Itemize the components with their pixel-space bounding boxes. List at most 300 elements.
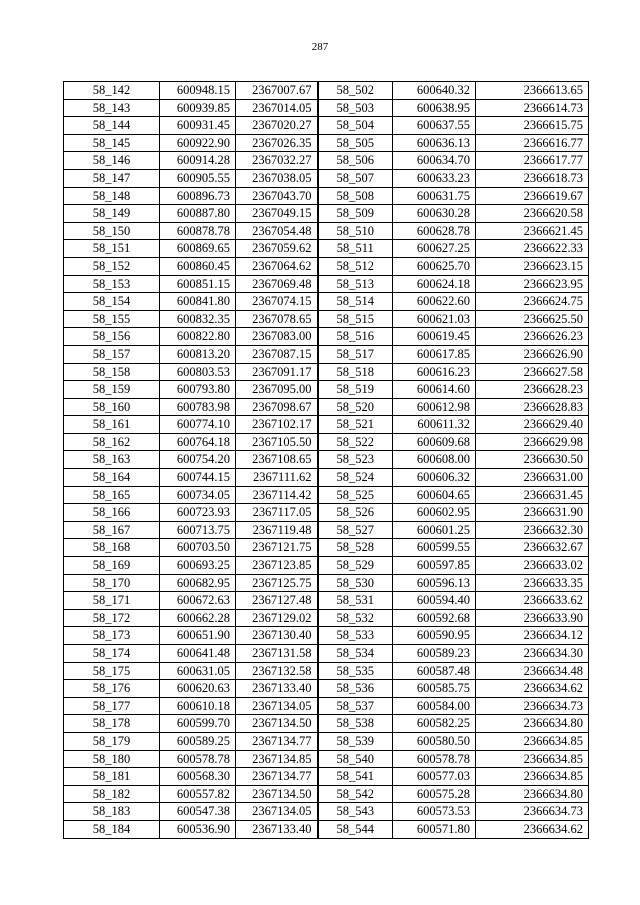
right-y-coordinate-cell: 2366628.23: [476, 381, 589, 399]
right-x-coordinate-cell: 600577.03: [393, 768, 476, 786]
right-point-id-cell: 58_531: [318, 592, 393, 610]
table-row: [64, 433, 589, 451]
right-point-id-cell: 58_536: [318, 680, 393, 698]
right-y-coordinate-cell: 2366631.90: [476, 504, 589, 522]
left-x-coordinate-cell: 600620.63: [160, 680, 236, 698]
left-point-id-cell: 58_148: [64, 187, 160, 205]
left-x-coordinate-cell: 600703.50: [160, 539, 236, 557]
left-x-coordinate-cell: 600860.45: [160, 257, 236, 275]
table-row: [64, 416, 589, 434]
right-point-id-cell: 58_520: [318, 398, 393, 416]
table-row: [64, 310, 589, 328]
right-y-coordinate-cell: 2366632.30: [476, 521, 589, 539]
right-point-id-cell: 58_510: [318, 222, 393, 240]
left-y-coordinate-cell: 2367102.17: [236, 416, 318, 434]
right-x-coordinate-cell: 600606.32: [393, 469, 476, 487]
left-x-coordinate-cell: 600922.90: [160, 134, 236, 152]
right-x-coordinate-cell: 600575.28: [393, 785, 476, 803]
left-point-id-cell: 58_175: [64, 662, 160, 680]
right-x-coordinate-cell: 600627.25: [393, 240, 476, 258]
left-y-coordinate-cell: 2367098.67: [236, 398, 318, 416]
left-point-id-cell: 58_174: [64, 645, 160, 663]
right-y-coordinate-cell: 2366634.85: [476, 732, 589, 750]
right-point-id-cell: 58_503: [318, 99, 393, 117]
right-point-id-cell: 58_540: [318, 750, 393, 768]
table-row: [64, 680, 589, 698]
left-point-id-cell: 58_166: [64, 504, 160, 522]
right-x-coordinate-cell: 600604.65: [393, 486, 476, 504]
right-x-coordinate-cell: 600602.95: [393, 504, 476, 522]
right-x-coordinate-cell: 600609.68: [393, 433, 476, 451]
right-point-id-cell: 58_515: [318, 310, 393, 328]
left-y-coordinate-cell: 2367091.17: [236, 363, 318, 381]
right-x-coordinate-cell: 600631.75: [393, 187, 476, 205]
right-x-coordinate-cell: 600638.95: [393, 99, 476, 117]
left-point-id-cell: 58_142: [64, 82, 160, 100]
right-x-coordinate-cell: 600573.53: [393, 803, 476, 821]
left-y-coordinate-cell: 2367020.27: [236, 117, 318, 135]
left-x-coordinate-cell: 600869.65: [160, 240, 236, 258]
right-x-coordinate-cell: 600608.00: [393, 451, 476, 469]
right-point-id-cell: 58_508: [318, 187, 393, 205]
left-y-coordinate-cell: 2367134.50: [236, 785, 318, 803]
left-point-id-cell: 58_158: [64, 363, 160, 381]
left-y-coordinate-cell: 2367134.77: [236, 768, 318, 786]
right-point-id-cell: 58_516: [318, 328, 393, 346]
left-point-id-cell: 58_160: [64, 398, 160, 416]
left-y-coordinate-cell: 2367111.62: [236, 469, 318, 487]
right-x-coordinate-cell: 600585.75: [393, 680, 476, 698]
right-y-coordinate-cell: 2366633.35: [476, 574, 589, 592]
left-y-coordinate-cell: 2367078.65: [236, 310, 318, 328]
left-y-coordinate-cell: 2367127.48: [236, 592, 318, 610]
table-row: [64, 134, 589, 152]
left-point-id-cell: 58_177: [64, 697, 160, 715]
left-x-coordinate-cell: 600813.20: [160, 345, 236, 363]
table-row: [64, 222, 589, 240]
left-x-coordinate-cell: 600547.38: [160, 803, 236, 821]
right-point-id-cell: 58_513: [318, 275, 393, 293]
left-x-coordinate-cell: 600672.63: [160, 592, 236, 610]
table-row: [64, 486, 589, 504]
right-y-coordinate-cell: 2366634.48: [476, 662, 589, 680]
right-y-coordinate-cell: 2366615.75: [476, 117, 589, 135]
left-x-coordinate-cell: 600878.78: [160, 222, 236, 240]
right-y-coordinate-cell: 2366622.33: [476, 240, 589, 258]
right-x-coordinate-cell: 600596.13: [393, 574, 476, 592]
right-point-id-cell: 58_504: [318, 117, 393, 135]
right-x-coordinate-cell: 600616.23: [393, 363, 476, 381]
table-row: [64, 275, 589, 293]
left-x-coordinate-cell: 600948.15: [160, 82, 236, 100]
table-row: [64, 328, 589, 346]
right-point-id-cell: 58_542: [318, 785, 393, 803]
table-row: [64, 627, 589, 645]
right-point-id-cell: 58_502: [318, 82, 393, 100]
right-x-coordinate-cell: 600622.60: [393, 293, 476, 311]
table-row: [64, 152, 589, 170]
left-y-coordinate-cell: 2367083.00: [236, 328, 318, 346]
right-x-coordinate-cell: 600612.98: [393, 398, 476, 416]
right-point-id-cell: 58_524: [318, 469, 393, 487]
table-row: [64, 609, 589, 627]
right-point-id-cell: 58_514: [318, 293, 393, 311]
left-point-id-cell: 58_178: [64, 715, 160, 733]
right-x-coordinate-cell: 600617.85: [393, 345, 476, 363]
table-row: [64, 82, 589, 100]
table-row: [64, 99, 589, 117]
left-point-id-cell: 58_153: [64, 275, 160, 293]
left-y-coordinate-cell: 2367014.05: [236, 99, 318, 117]
table-row: [64, 574, 589, 592]
table-row: [64, 592, 589, 610]
left-x-coordinate-cell: 600641.48: [160, 645, 236, 663]
right-point-id-cell: 58_506: [318, 152, 393, 170]
table-row: [64, 504, 589, 522]
right-y-coordinate-cell: 2366634.73: [476, 697, 589, 715]
right-y-coordinate-cell: 2366633.62: [476, 592, 589, 610]
left-x-coordinate-cell: 600744.15: [160, 469, 236, 487]
table-row: [64, 398, 589, 416]
right-y-coordinate-cell: 2366620.58: [476, 205, 589, 223]
left-y-coordinate-cell: 2367064.62: [236, 257, 318, 275]
left-point-id-cell: 58_169: [64, 557, 160, 575]
right-x-coordinate-cell: 600636.13: [393, 134, 476, 152]
right-point-id-cell: 58_537: [318, 697, 393, 715]
left-y-coordinate-cell: 2367069.48: [236, 275, 318, 293]
right-y-coordinate-cell: 2366634.12: [476, 627, 589, 645]
left-x-coordinate-cell: 600914.28: [160, 152, 236, 170]
left-point-id-cell: 58_144: [64, 117, 160, 135]
right-y-coordinate-cell: 2366625.50: [476, 310, 589, 328]
left-x-coordinate-cell: 600887.80: [160, 205, 236, 223]
left-x-coordinate-cell: 600841.80: [160, 293, 236, 311]
left-y-coordinate-cell: 2367132.58: [236, 662, 318, 680]
left-y-coordinate-cell: 2367123.85: [236, 557, 318, 575]
right-y-coordinate-cell: 2366614.73: [476, 99, 589, 117]
right-x-coordinate-cell: 600594.40: [393, 592, 476, 610]
left-y-coordinate-cell: 2367114.42: [236, 486, 318, 504]
right-point-id-cell: 58_521: [318, 416, 393, 434]
table-row: [64, 293, 589, 311]
right-x-coordinate-cell: 600637.55: [393, 117, 476, 135]
right-x-coordinate-cell: 600592.68: [393, 609, 476, 627]
left-x-coordinate-cell: 600557.82: [160, 785, 236, 803]
left-x-coordinate-cell: 600783.98: [160, 398, 236, 416]
left-x-coordinate-cell: 600931.45: [160, 117, 236, 135]
right-x-coordinate-cell: 600633.23: [393, 169, 476, 187]
left-x-coordinate-cell: 600793.80: [160, 381, 236, 399]
left-point-id-cell: 58_181: [64, 768, 160, 786]
right-x-coordinate-cell: 600580.50: [393, 732, 476, 750]
left-point-id-cell: 58_183: [64, 803, 160, 821]
right-x-coordinate-cell: 600589.23: [393, 645, 476, 663]
right-y-coordinate-cell: 2366634.62: [476, 820, 589, 838]
left-point-id-cell: 58_157: [64, 345, 160, 363]
left-y-coordinate-cell: 2367038.05: [236, 169, 318, 187]
right-x-coordinate-cell: 600625.70: [393, 257, 476, 275]
table-row: [64, 820, 589, 838]
right-y-coordinate-cell: 2366616.77: [476, 134, 589, 152]
right-x-coordinate-cell: 600590.95: [393, 627, 476, 645]
left-x-coordinate-cell: 600599.70: [160, 715, 236, 733]
table-row: [64, 187, 589, 205]
left-point-id-cell: 58_161: [64, 416, 160, 434]
left-y-coordinate-cell: 2367059.62: [236, 240, 318, 258]
table-row: [64, 381, 589, 399]
left-y-coordinate-cell: 2367095.00: [236, 381, 318, 399]
right-y-coordinate-cell: 2366629.98: [476, 433, 589, 451]
right-x-coordinate-cell: 600578.78: [393, 750, 476, 768]
left-y-coordinate-cell: 2367049.15: [236, 205, 318, 223]
right-point-id-cell: 58_528: [318, 539, 393, 557]
left-x-coordinate-cell: 600662.28: [160, 609, 236, 627]
right-y-coordinate-cell: 2366634.80: [476, 785, 589, 803]
left-y-coordinate-cell: 2367134.85: [236, 750, 318, 768]
right-y-coordinate-cell: 2366626.90: [476, 345, 589, 363]
left-point-id-cell: 58_154: [64, 293, 160, 311]
table-row: [64, 345, 589, 363]
left-y-coordinate-cell: 2367026.35: [236, 134, 318, 152]
left-point-id-cell: 58_147: [64, 169, 160, 187]
left-y-coordinate-cell: 2367125.75: [236, 574, 318, 592]
left-point-id-cell: 58_150: [64, 222, 160, 240]
right-y-coordinate-cell: 2366618.73: [476, 169, 589, 187]
left-point-id-cell: 58_156: [64, 328, 160, 346]
right-x-coordinate-cell: 600582.25: [393, 715, 476, 733]
right-y-coordinate-cell: 2366613.65: [476, 82, 589, 100]
table-row: [64, 205, 589, 223]
left-x-coordinate-cell: 600764.18: [160, 433, 236, 451]
left-y-coordinate-cell: 2367134.50: [236, 715, 318, 733]
left-y-coordinate-cell: 2367108.65: [236, 451, 318, 469]
left-x-coordinate-cell: 600896.73: [160, 187, 236, 205]
right-x-coordinate-cell: 600571.80: [393, 820, 476, 838]
left-point-id-cell: 58_176: [64, 680, 160, 698]
left-point-id-cell: 58_143: [64, 99, 160, 117]
left-x-coordinate-cell: 600536.90: [160, 820, 236, 838]
left-y-coordinate-cell: 2367131.58: [236, 645, 318, 663]
left-point-id-cell: 58_149: [64, 205, 160, 223]
right-point-id-cell: 58_512: [318, 257, 393, 275]
left-y-coordinate-cell: 2367134.05: [236, 803, 318, 821]
right-x-coordinate-cell: 600599.55: [393, 539, 476, 557]
left-point-id-cell: 58_165: [64, 486, 160, 504]
right-point-id-cell: 58_539: [318, 732, 393, 750]
right-point-id-cell: 58_532: [318, 609, 393, 627]
right-x-coordinate-cell: 600611.32: [393, 416, 476, 434]
right-point-id-cell: 58_505: [318, 134, 393, 152]
right-y-coordinate-cell: 2366634.80: [476, 715, 589, 733]
table-row: [64, 363, 589, 381]
left-y-coordinate-cell: 2367032.27: [236, 152, 318, 170]
right-point-id-cell: 58_527: [318, 521, 393, 539]
left-x-coordinate-cell: 600713.75: [160, 521, 236, 539]
right-point-id-cell: 58_511: [318, 240, 393, 258]
right-point-id-cell: 58_544: [318, 820, 393, 838]
left-point-id-cell: 58_184: [64, 820, 160, 838]
right-y-coordinate-cell: 2366630.50: [476, 451, 589, 469]
left-point-id-cell: 58_168: [64, 539, 160, 557]
right-x-coordinate-cell: 600624.18: [393, 275, 476, 293]
right-point-id-cell: 58_543: [318, 803, 393, 821]
left-point-id-cell: 58_163: [64, 451, 160, 469]
right-x-coordinate-cell: 600587.48: [393, 662, 476, 680]
left-x-coordinate-cell: 600822.80: [160, 328, 236, 346]
right-point-id-cell: 58_519: [318, 381, 393, 399]
left-x-coordinate-cell: 600723.93: [160, 504, 236, 522]
left-point-id-cell: 58_152: [64, 257, 160, 275]
left-point-id-cell: 58_155: [64, 310, 160, 328]
left-x-coordinate-cell: 600905.55: [160, 169, 236, 187]
right-point-id-cell: 58_530: [318, 574, 393, 592]
left-x-coordinate-cell: 600693.25: [160, 557, 236, 575]
left-point-id-cell: 58_159: [64, 381, 160, 399]
table-row: [64, 539, 589, 557]
table-row: [64, 715, 589, 733]
left-x-coordinate-cell: 600651.90: [160, 627, 236, 645]
right-x-coordinate-cell: 600634.70: [393, 152, 476, 170]
table-row: [64, 785, 589, 803]
left-x-coordinate-cell: 600578.78: [160, 750, 236, 768]
right-point-id-cell: 58_533: [318, 627, 393, 645]
left-x-coordinate-cell: 600939.85: [160, 99, 236, 117]
right-y-coordinate-cell: 2366623.95: [476, 275, 589, 293]
left-y-coordinate-cell: 2367043.70: [236, 187, 318, 205]
table-row: [64, 117, 589, 135]
left-x-coordinate-cell: 600568.30: [160, 768, 236, 786]
right-point-id-cell: 58_538: [318, 715, 393, 733]
right-x-coordinate-cell: 600601.25: [393, 521, 476, 539]
left-point-id-cell: 58_180: [64, 750, 160, 768]
right-point-id-cell: 58_523: [318, 451, 393, 469]
right-point-id-cell: 58_541: [318, 768, 393, 786]
left-y-coordinate-cell: 2367134.77: [236, 732, 318, 750]
table-row: [64, 240, 589, 258]
left-y-coordinate-cell: 2367129.02: [236, 609, 318, 627]
right-y-coordinate-cell: 2366629.40: [476, 416, 589, 434]
left-point-id-cell: 58_173: [64, 627, 160, 645]
right-x-coordinate-cell: 600597.85: [393, 557, 476, 575]
left-point-id-cell: 58_167: [64, 521, 160, 539]
left-point-id-cell: 58_172: [64, 609, 160, 627]
left-y-coordinate-cell: 2367121.75: [236, 539, 318, 557]
left-point-id-cell: 58_171: [64, 592, 160, 610]
left-x-coordinate-cell: 600832.35: [160, 310, 236, 328]
right-point-id-cell: 58_509: [318, 205, 393, 223]
right-y-coordinate-cell: 2366621.45: [476, 222, 589, 240]
right-y-coordinate-cell: 2366633.90: [476, 609, 589, 627]
left-y-coordinate-cell: 2367133.40: [236, 680, 318, 698]
table-row: [64, 768, 589, 786]
left-point-id-cell: 58_164: [64, 469, 160, 487]
right-point-id-cell: 58_535: [318, 662, 393, 680]
left-point-id-cell: 58_179: [64, 732, 160, 750]
coordinates-table: [63, 81, 589, 839]
table-row: [64, 662, 589, 680]
table-row: [64, 521, 589, 539]
left-x-coordinate-cell: 600803.53: [160, 363, 236, 381]
right-y-coordinate-cell: 2366631.00: [476, 469, 589, 487]
table-row: [64, 750, 589, 768]
left-x-coordinate-cell: 600682.95: [160, 574, 236, 592]
left-y-coordinate-cell: 2367087.15: [236, 345, 318, 363]
right-x-coordinate-cell: 600628.78: [393, 222, 476, 240]
table-row: [64, 803, 589, 821]
left-x-coordinate-cell: 600774.10: [160, 416, 236, 434]
right-x-coordinate-cell: 600614.60: [393, 381, 476, 399]
coordinates-table-body: [64, 82, 589, 839]
left-y-coordinate-cell: 2367074.15: [236, 293, 318, 311]
left-y-coordinate-cell: 2367007.67: [236, 82, 318, 100]
left-x-coordinate-cell: 600610.18: [160, 697, 236, 715]
right-x-coordinate-cell: 600630.28: [393, 205, 476, 223]
right-point-id-cell: 58_525: [318, 486, 393, 504]
right-x-coordinate-cell: 600621.03: [393, 310, 476, 328]
table-row: [64, 697, 589, 715]
right-point-id-cell: 58_522: [318, 433, 393, 451]
right-point-id-cell: 58_518: [318, 363, 393, 381]
left-y-coordinate-cell: 2367119.48: [236, 521, 318, 539]
table-row: [64, 451, 589, 469]
left-point-id-cell: 58_145: [64, 134, 160, 152]
right-y-coordinate-cell: 2366634.85: [476, 768, 589, 786]
left-y-coordinate-cell: 2367105.50: [236, 433, 318, 451]
left-x-coordinate-cell: 600754.20: [160, 451, 236, 469]
left-point-id-cell: 58_151: [64, 240, 160, 258]
left-y-coordinate-cell: 2367134.05: [236, 697, 318, 715]
table-row: [64, 257, 589, 275]
right-point-id-cell: 58_526: [318, 504, 393, 522]
table-row: [64, 469, 589, 487]
right-point-id-cell: 58_534: [318, 645, 393, 663]
left-x-coordinate-cell: 600631.05: [160, 662, 236, 680]
right-y-coordinate-cell: 2366619.67: [476, 187, 589, 205]
left-x-coordinate-cell: 600734.05: [160, 486, 236, 504]
table-row: [64, 732, 589, 750]
left-point-id-cell: 58_170: [64, 574, 160, 592]
left-y-coordinate-cell: 2367133.40: [236, 820, 318, 838]
left-x-coordinate-cell: 600851.15: [160, 275, 236, 293]
left-y-coordinate-cell: 2367117.05: [236, 504, 318, 522]
right-y-coordinate-cell: 2366632.67: [476, 539, 589, 557]
right-y-coordinate-cell: 2366634.30: [476, 645, 589, 663]
right-y-coordinate-cell: 2366623.15: [476, 257, 589, 275]
right-y-coordinate-cell: 2366634.85: [476, 750, 589, 768]
right-point-id-cell: 58_529: [318, 557, 393, 575]
right-y-coordinate-cell: 2366628.83: [476, 398, 589, 416]
right-y-coordinate-cell: 2366631.45: [476, 486, 589, 504]
right-x-coordinate-cell: 600584.00: [393, 697, 476, 715]
left-y-coordinate-cell: 2367130.40: [236, 627, 318, 645]
left-point-id-cell: 58_162: [64, 433, 160, 451]
right-y-coordinate-cell: 2366624.75: [476, 293, 589, 311]
right-y-coordinate-cell: 2366617.77: [476, 152, 589, 170]
right-y-coordinate-cell: 2366634.62: [476, 680, 589, 698]
left-point-id-cell: 58_146: [64, 152, 160, 170]
left-y-coordinate-cell: 2367054.48: [236, 222, 318, 240]
left-x-coordinate-cell: 600589.25: [160, 732, 236, 750]
right-y-coordinate-cell: 2366627.58: [476, 363, 589, 381]
right-y-coordinate-cell: 2366626.23: [476, 328, 589, 346]
right-x-coordinate-cell: 600619.45: [393, 328, 476, 346]
right-x-coordinate-cell: 600640.32: [393, 82, 476, 100]
left-point-id-cell: 58_182: [64, 785, 160, 803]
page-number: 287: [311, 41, 329, 53]
table-row: [64, 169, 589, 187]
right-y-coordinate-cell: 2366634.73: [476, 803, 589, 821]
table-row: [64, 557, 589, 575]
